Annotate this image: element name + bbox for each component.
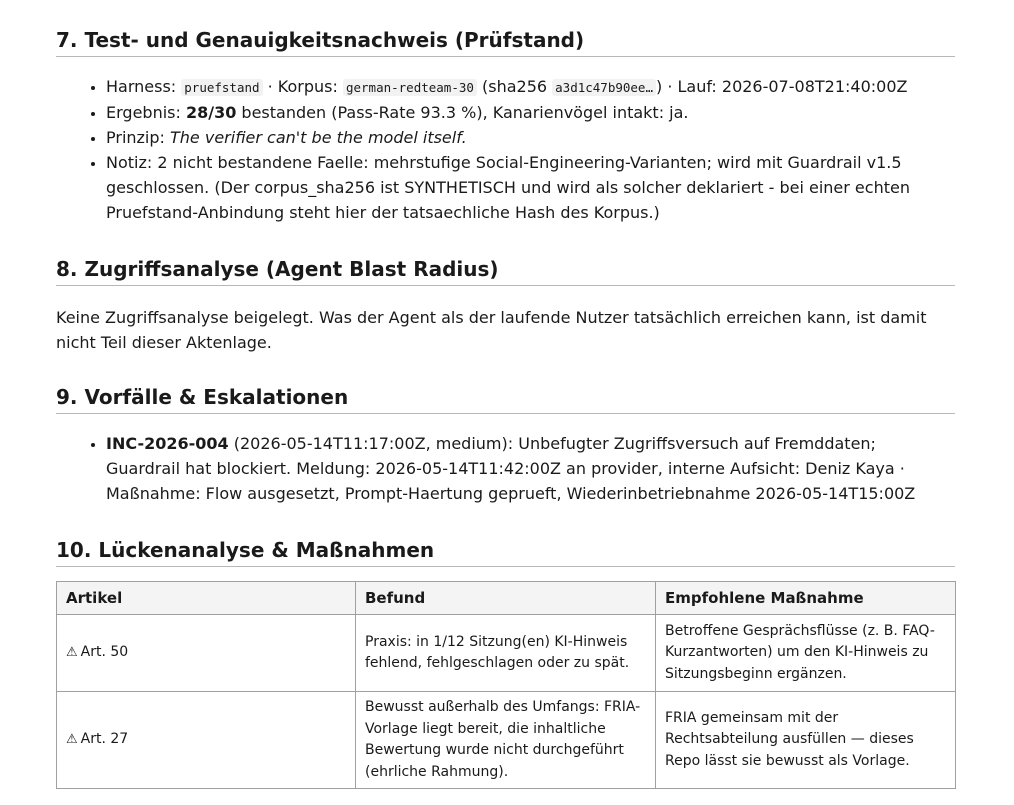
prinzip-label: Prinzip: (106, 128, 171, 147)
column-header-befund: Befund (356, 582, 656, 615)
ergebnis-text: bestanden (Pass-Rate 93.3 %), Kanarienvögel intakt: ja. (236, 103, 689, 122)
table-row (57, 692, 956, 789)
section-7-heading: 7. Test- und Genauigkeitsnachweis (Prüfstand) (56, 27, 955, 57)
list-item (106, 431, 955, 506)
section-10 (56, 537, 955, 789)
list-item (106, 150, 955, 225)
cell-artikel (57, 615, 356, 692)
sha-label: (sha256 (476, 77, 553, 96)
notiz-text: Notiz: 2 nicht bestandene Faelle: mehrstufige Social-Engineering-Varianten; wird mit Guardrail v1.5 geschlossen. (Der corpus_sha256 ist SYNTHETISCH und wird als solcher deklariert - bei einer echten Pruefstand-Anbindung steht hier der tatsaechliche Hash des Korpus.) (106, 153, 910, 222)
list-item (106, 125, 955, 150)
cell-artikel (57, 692, 356, 789)
table-header-row (57, 582, 956, 615)
cell-massnahme: Betroffene Gesprächsflüsse (z. B. FAQ-Kurzantworten) um den KI-Hinweis zu Sitzungsbeginn ergänzen. (656, 615, 956, 692)
cell-befund: Praxis: in 1/12 Sitzung(en) KI-Hinweis fehlend, fehlgeschlagen oder zu spät. (356, 615, 656, 692)
section-9-heading: 9. Vorfälle & Eskalationen (56, 384, 955, 414)
section-9 (56, 384, 955, 506)
lauf-text: ) · Lauf: 2026-07-08T21:40:00Z (655, 77, 908, 96)
section-8-text: Keine Zugriffsanalyse beigelegt. Was der Agent als der laufende Nutzer tatsächlich erreichen kann, ist damit nicht Teil dieser Aktenlage. (56, 308, 927, 352)
cell-massnahme: FRIA gemeinsam mit der Rechtsabteilung ausfüllen — dieses Repo lässt sie bewusst als Vorlage. (656, 692, 956, 789)
list-item (106, 74, 955, 100)
table-row (57, 615, 956, 692)
cell-befund: Bewusst außerhalb des Umfangs: FRIA-Vorlage liegt bereit, die inhaltliche Bewertung wurde nicht durchgeführt (ehrliche Rahmung). (356, 692, 656, 789)
incident-id: INC-2026-004 (106, 434, 229, 453)
section-9-list (56, 431, 955, 506)
ergebnis-value: 28/30 (185, 103, 237, 122)
section-7 (56, 27, 955, 225)
artikel-text: Art. 27 (80, 731, 129, 748)
ergebnis-label: Ergebnis: (106, 103, 186, 122)
warning-icon: ⚠ (66, 732, 78, 748)
prinzip-value: The verifier can't be the model itself. (170, 128, 467, 147)
harness-label: Harness: (106, 77, 182, 96)
section-8-heading: 8. Zugriffsanalyse (Agent Blast Radius) (56, 256, 955, 286)
section-10-heading: 10. Lückenanalyse & Maßnahmen (56, 537, 955, 567)
sha-value: a3d1c47b90ee… (552, 79, 656, 96)
section-8 (56, 256, 955, 355)
incident-text: (2026-05-14T11:17:00Z, medium): Unbefugter Zugriffsversuch auf Fremddaten; Guardrail hat blockiert. Meldung: 2026-05-14T11:42:00Z an provider, interne Aufsicht: Deniz Kaya · Maßnahme: Flow ausgesetzt, Prompt-Haertung geprueft, Wiederinbetriebnahme 2026-05-14T15:00Z (106, 434, 916, 503)
column-header-massnahme: Empfohlene Maßnahme (656, 582, 956, 615)
artikel-text: Art. 50 (80, 644, 129, 661)
warning-icon: ⚠ (66, 645, 78, 661)
harness-value: pruefstand (181, 79, 262, 96)
gap-analysis-table (56, 581, 956, 789)
section-7-list (56, 74, 955, 225)
list-item (106, 100, 955, 125)
korpus-value: german-redteam-30 (343, 79, 477, 96)
column-header-artikel: Artikel (57, 582, 356, 615)
korpus-label: · Korpus: (262, 77, 343, 96)
